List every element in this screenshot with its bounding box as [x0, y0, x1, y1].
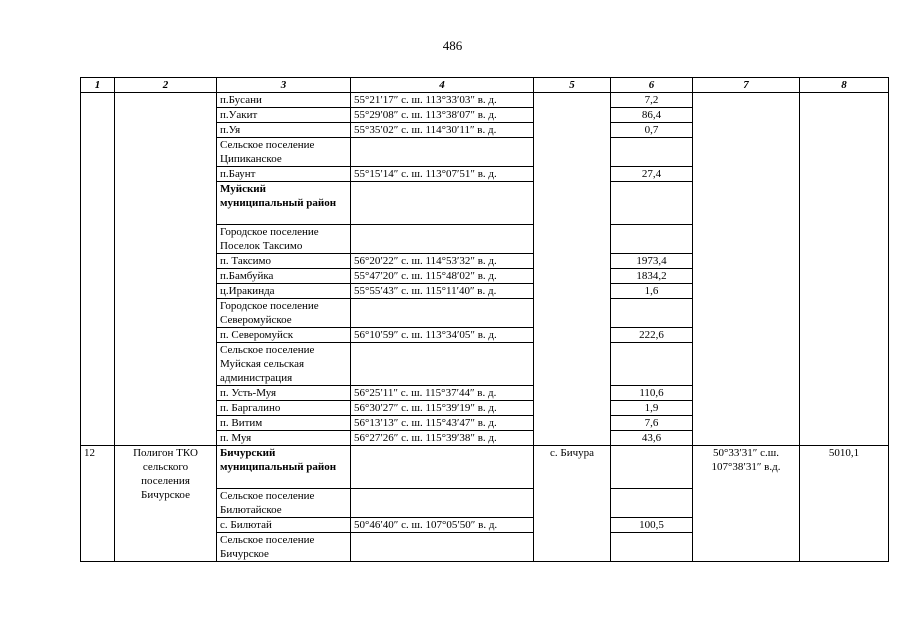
cell-settlement-name: п.Уакит	[217, 108, 351, 123]
cell-settlement-name: п.Уя	[217, 123, 351, 138]
cell-settlement-name: Муйский муниципальный район	[217, 182, 351, 225]
header-col-5: 5	[534, 78, 611, 93]
cell-settlement-coords	[351, 489, 534, 518]
cell-settlement-coords: 55°55′43″ с. ш. 115°11′40″ в. д.	[351, 284, 534, 299]
header-col-2: 2	[115, 78, 217, 93]
cell-object-name: Полигон ТКО сельского поселения Бичурское	[115, 446, 217, 562]
cell-settlement-coords	[351, 343, 534, 386]
cell-settlement-name: п. Северомуйск	[217, 328, 351, 343]
header-col-7: 7	[693, 78, 800, 93]
cell-settlement-coords: 56°10′59″ с. ш. 113°34′05″ в. д.	[351, 328, 534, 343]
cell-settlement-value: 222,6	[611, 328, 693, 343]
settlements-table	[80, 77, 889, 562]
cell-settlement-value	[611, 299, 693, 328]
cell-item-number: 12	[81, 446, 115, 562]
cell-settlement-name: ц.Иракинда	[217, 284, 351, 299]
cell-settlement-coords: 50°46′40″ с. ш. 107°05′50″ в. д.	[351, 518, 534, 533]
cell-settlement-value	[611, 489, 693, 518]
cell-settlement-name: Сельское поселение Бичурское	[217, 533, 351, 562]
cell-settlement-name: Бичурский муниципальный район	[217, 446, 351, 489]
cell-settlement-coords	[351, 299, 534, 328]
table-header-row	[81, 78, 889, 93]
cell-area: 5010,1	[800, 446, 889, 562]
cell-settlement-value: 27,4	[611, 167, 693, 182]
cell-object-blank	[115, 93, 217, 446]
cell-settlement-value	[611, 343, 693, 386]
cell-settlement-coords: 56°13′13″ с. ш. 115°43′47″ в. д.	[351, 416, 534, 431]
table-row	[81, 446, 889, 489]
cell-settlement-value: 1973,4	[611, 254, 693, 269]
cell-settlement-coords: 55°15′14″ с. ш. 113°07′51″ в. д.	[351, 167, 534, 182]
cell-settlement-coords	[351, 225, 534, 254]
header-col-4: 4	[351, 78, 534, 93]
cell-settlement-value	[611, 182, 693, 225]
cell-settlement-name: Сельское поселение Муйская сельская администрация	[217, 343, 351, 386]
cell-object-coords-blank	[693, 93, 800, 446]
cell-settlement-value: 1834,2	[611, 269, 693, 284]
cell-settlement-name: Городское поселение Северомуйское	[217, 299, 351, 328]
cell-settlement-name: п. Усть-Муя	[217, 386, 351, 401]
cell-settlement-coords: 56°20′22″ с. ш. 114°53′32″ в. д.	[351, 254, 534, 269]
cell-settlement-name: п.Бусани	[217, 93, 351, 108]
cell-settlement-value: 1,9	[611, 401, 693, 416]
cell-settlement-name: п. Витим	[217, 416, 351, 431]
cell-settlement-value	[611, 446, 693, 489]
cell-settlement-coords: 55°29′08″ с. ш. 113°38′07″ в. д.	[351, 108, 534, 123]
cell-settlement-coords: 55°35′02″ с. ш. 114°30′11″ в. д.	[351, 123, 534, 138]
cell-object-coords: 50°33′31″ с.ш. 107°38′31″ в.д.	[693, 446, 800, 562]
cell-settlement-value: 100,5	[611, 518, 693, 533]
cell-settlement-name: п. Муя	[217, 431, 351, 446]
header-col-8: 8	[800, 78, 889, 93]
cell-area-blank	[800, 93, 889, 446]
cell-settlement-coords	[351, 182, 534, 225]
cell-location-blank	[534, 93, 611, 446]
cell-settlement-name: Сельское поселение Ципиканское	[217, 138, 351, 167]
cell-settlement-value: 1,6	[611, 284, 693, 299]
cell-settlement-value: 7,2	[611, 93, 693, 108]
cell-settlement-name: с. Билютай	[217, 518, 351, 533]
cell-settlement-coords: 55°21′17″ с. ш. 113°33′03″ в. д.	[351, 93, 534, 108]
cell-settlement-name: п. Баргалино	[217, 401, 351, 416]
header-col-1: 1	[81, 78, 115, 93]
cell-settlement-value	[611, 533, 693, 562]
cell-settlement-value: 7,6	[611, 416, 693, 431]
cell-number-blank	[81, 93, 115, 446]
cell-settlement-name: Городское поселение Поселок Таксимо	[217, 225, 351, 254]
cell-settlement-value: 43,6	[611, 431, 693, 446]
cell-settlement-coords: 56°25′11″ с. ш. 115°37′44″ в. д.	[351, 386, 534, 401]
table-section-previous	[81, 93, 889, 446]
cell-settlement-coords: 56°30′27″ с. ш. 115°39′19″ в. д.	[351, 401, 534, 416]
cell-settlement-value	[611, 225, 693, 254]
cell-settlement-name: Сельское поселение Билютайское	[217, 489, 351, 518]
cell-location: с. Бичура	[534, 446, 611, 562]
cell-settlement-name: п.Бамбуйка	[217, 269, 351, 284]
cell-settlement-value: 0,7	[611, 123, 693, 138]
cell-settlement-coords	[351, 138, 534, 167]
header-col-6: 6	[611, 78, 693, 93]
cell-settlement-coords: 55°47′20″ с. ш. 115°48′02″ в. д.	[351, 269, 534, 284]
cell-settlement-name: п.Баунт	[217, 167, 351, 182]
cell-settlement-coords: 56°27′26″ с. ш. 115°39′38″ в. д.	[351, 431, 534, 446]
page-number: 486	[442, 38, 463, 53]
header-col-3: 3	[217, 78, 351, 93]
cell-settlement-coords	[351, 533, 534, 562]
cell-settlement-name: п. Таксимо	[217, 254, 351, 269]
cell-settlement-value	[611, 138, 693, 167]
table-row	[81, 93, 889, 108]
cell-settlement-value: 110,6	[611, 386, 693, 401]
cell-settlement-value: 86,4	[611, 108, 693, 123]
table-section-bichura	[81, 446, 889, 562]
cell-settlement-coords	[351, 446, 534, 489]
